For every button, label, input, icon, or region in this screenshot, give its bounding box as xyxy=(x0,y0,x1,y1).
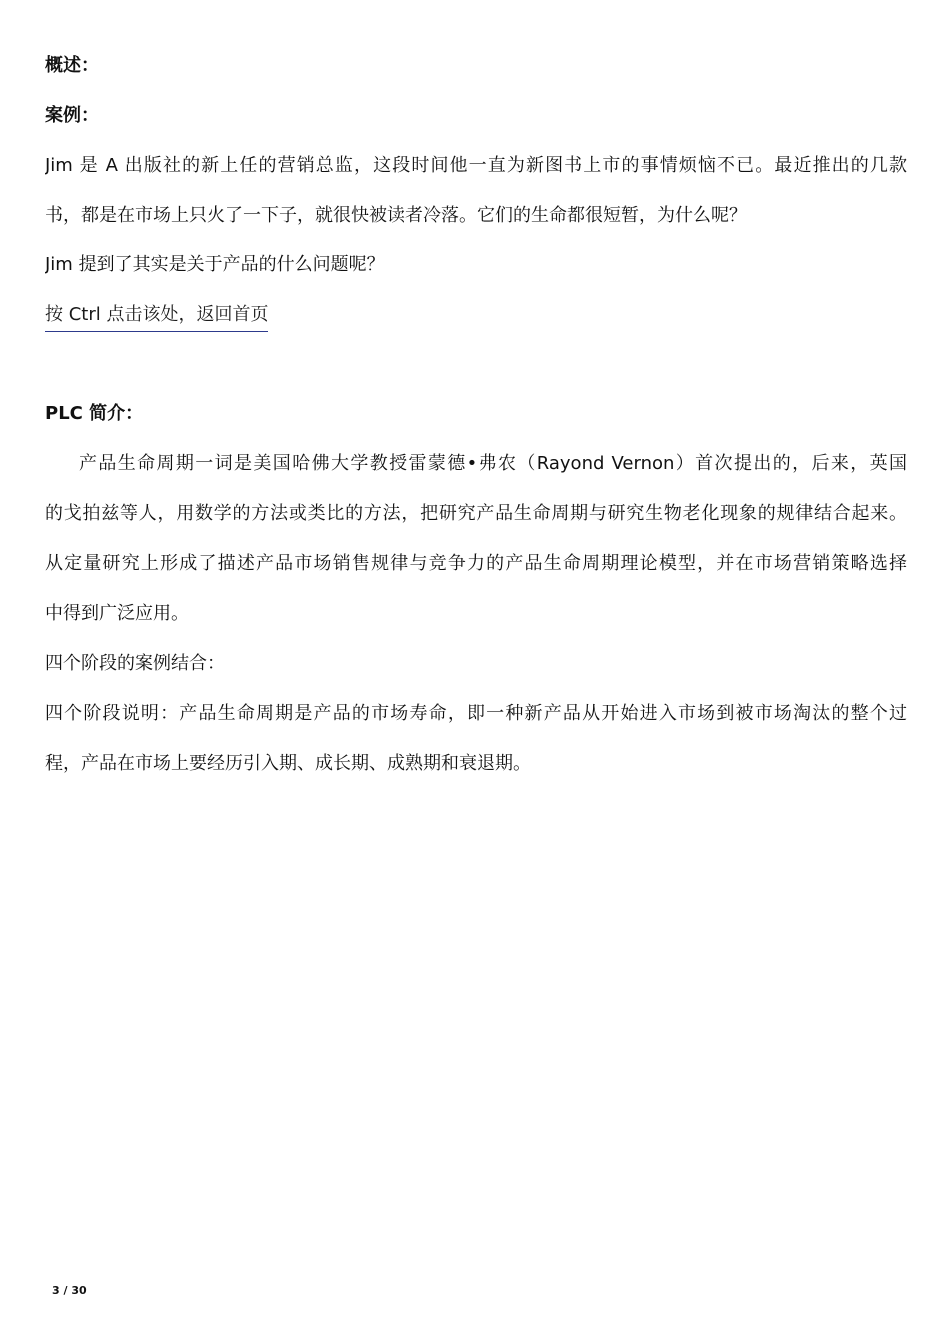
home-link-container xyxy=(45,301,268,332)
case-question: Jim 提到了其实是关于产品的什么问题呢？ xyxy=(45,254,385,275)
overview-heading: 概述： xyxy=(45,55,99,76)
case-heading: 案例： xyxy=(45,105,99,126)
return-home-link[interactable]: 按 Ctrl 点击该处，返回首页 xyxy=(45,301,268,332)
plc-paragraph-line-2: 的戈拍兹等人，用数学的方法或类比的方法，把研究产品生命周期与研究生物老化现象的规律结合起来。 xyxy=(45,503,907,524)
stages-description-line-1: 四个阶段说明：产品生命周期是产品的市场寿命，即一种新产品从开始进入市场到被市场淘汰的整个过 xyxy=(45,703,907,724)
plc-heading: PLC 简介： xyxy=(45,403,144,424)
plc-paragraph-line-4: 中得到广泛应用。 xyxy=(45,603,189,624)
stages-description-line-2: 程，产品在市场上要经历引入期、成长期、成熟期和衰退期。 xyxy=(45,753,531,774)
case-paragraph-line-1: Jim 是 A 出版社的新上任的营销总监，这段时间他一直为新图书上市的事情烦恼不已。最近推出的几款 xyxy=(45,155,907,176)
case-paragraph-line-2: 书，都是在市场上只火了一下子，就很快被读者冷落。它们的生命都很短暂，为什么呢？ xyxy=(45,205,747,226)
plc-paragraph-line-1: 产品生命周期一词是美国哈佛大学教授雷蒙德•弗农（Rayond Vernon）首次提出的，后来，英国 xyxy=(79,453,907,474)
page-number: 3 / 30 xyxy=(52,1284,87,1297)
plc-paragraph-line-3: 从定量研究上形成了描述产品市场销售规律与竞争力的产品生命周期理论模型，并在市场营销策略选择 xyxy=(45,553,907,574)
stages-title: 四个阶段的案例结合： xyxy=(45,653,225,674)
